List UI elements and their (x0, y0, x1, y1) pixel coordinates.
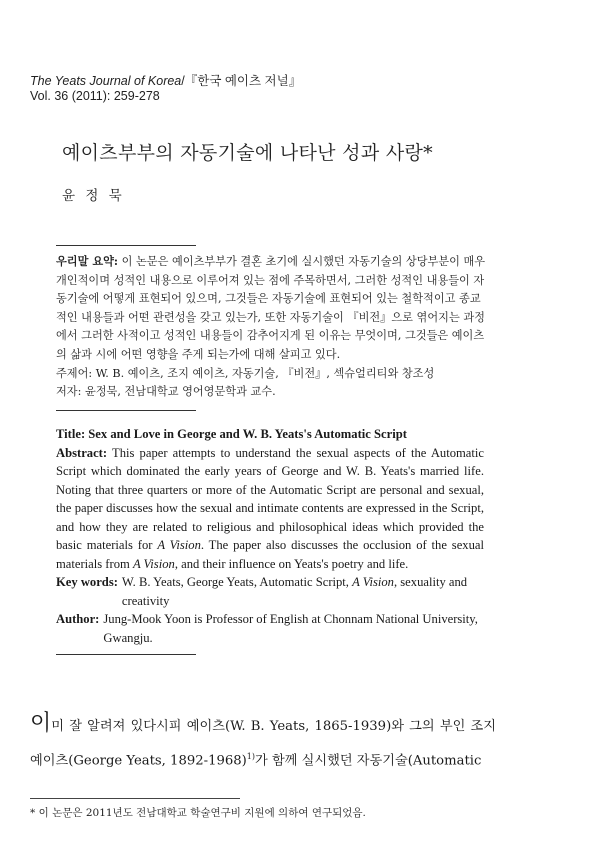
korean-keywords-text: W. B. 예이츠, 조지 예이츠, 자동기술, 『비전』, 섹슈얼리티와 창조성 (92, 366, 435, 380)
korean-keywords-label: 주제어: (56, 366, 93, 380)
journal-korean-name: /『한국 예이츠 저널』 (181, 74, 302, 88)
english-title (56, 425, 484, 444)
english-title-label: Title: (56, 427, 86, 441)
korean-keywords (56, 365, 486, 384)
divider-top (56, 245, 196, 246)
korean-author (56, 383, 486, 402)
english-title-text: Sex and Love in George and W. B. Yeats's Automatic Script (85, 427, 407, 441)
body-text-2: 가 함께 실시했던 자동기술(Automatic (255, 753, 482, 769)
footnote-divider (30, 798, 240, 799)
english-abstract-paragraph (56, 444, 484, 574)
english-keywords-part-1: W. B. Yeats, George Yeats, Automatic Script, (121, 575, 353, 589)
journal-volume: Vol. 36 (2011): 259-278 (30, 89, 160, 103)
english-keywords-text (122, 573, 484, 610)
body-paragraph (30, 712, 496, 776)
english-keywords (56, 573, 484, 610)
footnote-reference: 1) (246, 752, 256, 761)
korean-abstract-text: 이 논문은 예이츠부부가 결혼 초기에 실시했던 자동기술의 상당부분이 매우 개인적이며 성적인 내용으로 이루어져 있는 점에 주목하면서, 그러한 성적인 내용들이 자동기술에 어떻게 표현되어 있으며, 그것들은 자동기술에 표현되어 있는 철학적이고 종교적인 내용들과 어떤 관련성을 갖고 있는가, 또한 자동기술이 『비전』으로 엮어지는 과정에서 그러한 사적이고 성적인 내용들이 감추어지게 된 이유는 무엇이며, 그것들은 예이츠의 삶과 시에 어떤 영향을 주게 되는가에 대해 살피고 있다. (56, 255, 486, 361)
english-author-label: Author: (56, 612, 100, 626)
journal-header (30, 74, 301, 104)
paper-author: 윤 정 묵 (62, 188, 125, 204)
drop-cap: 이 (30, 711, 52, 736)
journal-title-line (30, 74, 301, 89)
footnote: * 이 논문은 2011년도 전남대학교 학술연구비 지원에 의하여 연구되었음. (30, 807, 366, 819)
divider-middle (56, 410, 196, 411)
korean-author-text: 윤정묵, 전남대학교 영어영문학과 교수. (81, 385, 276, 399)
korean-abstract-label: 우리말 요약: (56, 254, 119, 268)
english-author (56, 610, 484, 647)
journal-name: The Yeats Journal of Korea (30, 74, 182, 88)
english-author-text: Jung-Mook Yoon is Professor of English at Chonnam National University, Gwangju. (103, 612, 478, 645)
korean-abstract-paragraph (56, 252, 486, 365)
korean-author-label: 저자: (56, 385, 82, 399)
english-abstract-italic-1: A Vision (157, 538, 201, 552)
english-abstract-text-1: This paper attempts to understand the sexual aspects of the Automatic Script which dominated the early years of George and W. B. Yeats's married life. Noting that three quarters or more of the Automatic Script are personal and sexual, the paper discusses how the sexual and intimate contents are expressed in the Script, and how they are related to religious and philosophical ideas which provided the basic materials for (56, 445, 484, 552)
english-keywords-part-2: , sexuality and creativity (121, 575, 468, 608)
english-keywords-italic: A Vision (352, 575, 394, 589)
english-abstract (56, 425, 484, 647)
paper-title: 예이츠부부의 자동기술에 나타난 성과 사랑* (62, 142, 433, 164)
english-abstract-text-3: , and their influence on Yeats's poetry and life. (174, 556, 409, 571)
english-abstract-text-2: . The paper also discusses the occlusion of the sexual materials from (56, 538, 484, 571)
body-text-1: 미 잘 알려져 있다시피 예이츠(W. B. Yeats, 1865-1939)와 그의 부인 조지 예이츠(George Yeats, 1892-1968) (30, 719, 496, 769)
english-abstract-label: Abstract: (56, 445, 108, 460)
korean-abstract (56, 252, 486, 402)
divider-bottom (56, 654, 196, 655)
english-abstract-italic-2: A Vision (132, 556, 175, 571)
english-keywords-label: Key words: (56, 575, 118, 589)
